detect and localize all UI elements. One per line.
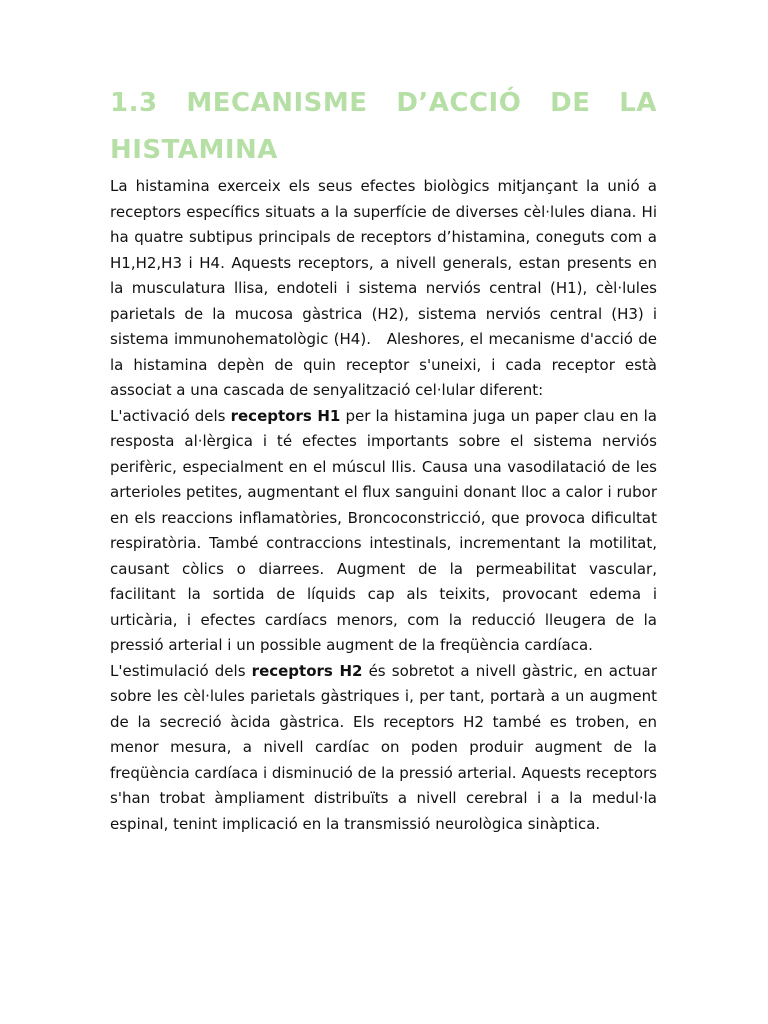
h1-receptors-paragraph xyxy=(110,404,657,659)
section-title: 1.3 MECANISME D’ACCIÓ DE LA HISTAMINA xyxy=(110,88,657,165)
h2-receptors-paragraph xyxy=(110,659,657,838)
receptor-term: receptors H1 xyxy=(230,406,341,425)
document-body xyxy=(110,80,657,837)
paragraph-text: L'estimulació dels xyxy=(110,661,252,680)
receptor-term: receptors H2 xyxy=(251,661,363,680)
paragraph-text: és sobretot a nivell gàstric, en actuar sobre les cèl·lules parietals gàstriques i, per tant, portarà a un augment de la secreció àcida gàstrica. Els receptors H2 també es troben, en menor mesura, a nivell cardíac on poden produir augment de la freqüència cardíaca i disminució de la pressió arterial. Aquests receptors s'han trobat àmpliament distribuïts a nivell cerebral i a la medul·la espinal, tenint implicació en la transmissió neurològica sinàptica. xyxy=(110,661,657,833)
paragraph-text: L'activació dels xyxy=(110,406,231,425)
paragraph-text: per la histamina juga un paper clau en la resposta al·lèrgica i té efectes importants sobre el sistema nerviós perifèric, especialment en el múscul llis. Causa una vasodilatació de les arterioles petites, augmentant el flux sanguini donant lloc a calor i rubor en els reaccions inflamatòries, Broncoconstricció, que provoca dificultat respiratòria. També contraccions intestinals, incrementant la motilitat, causant còlics o diarrees. Augment de la permeabilitat vascular, facilitant la sortida de líquids cap als teixits, provocant edema i urticària, i efectes cardíacs menors, com la reducció lleugera de la pressió arterial i un possible augment de la freqüència cardíaca. xyxy=(110,406,657,654)
intro-paragraph: La histamina exerceix els seus efectes biològics mitjançant la unió a receptors específics situats a la superfície de diverses cèl·lules diana. Hi ha quatre subtipus principals de receptors d’histamina, coneguts com a H1,H2,H3 i H4. Aquests receptors, a nivell generals, estan presents en la musculatura llisa, endoteli i sistema nerviós central (H1), cèl·lules parietals de la mucosa gàstrica (H2), sistema nerviós central (H3) i sistema immunohematològic (H4). Aleshores, el mecanisme d'acció de la histamina depèn de quin receptor s'uneixi, i cada receptor està associat a una cascada de senyalització cel·lular diferent: xyxy=(110,177,657,399)
